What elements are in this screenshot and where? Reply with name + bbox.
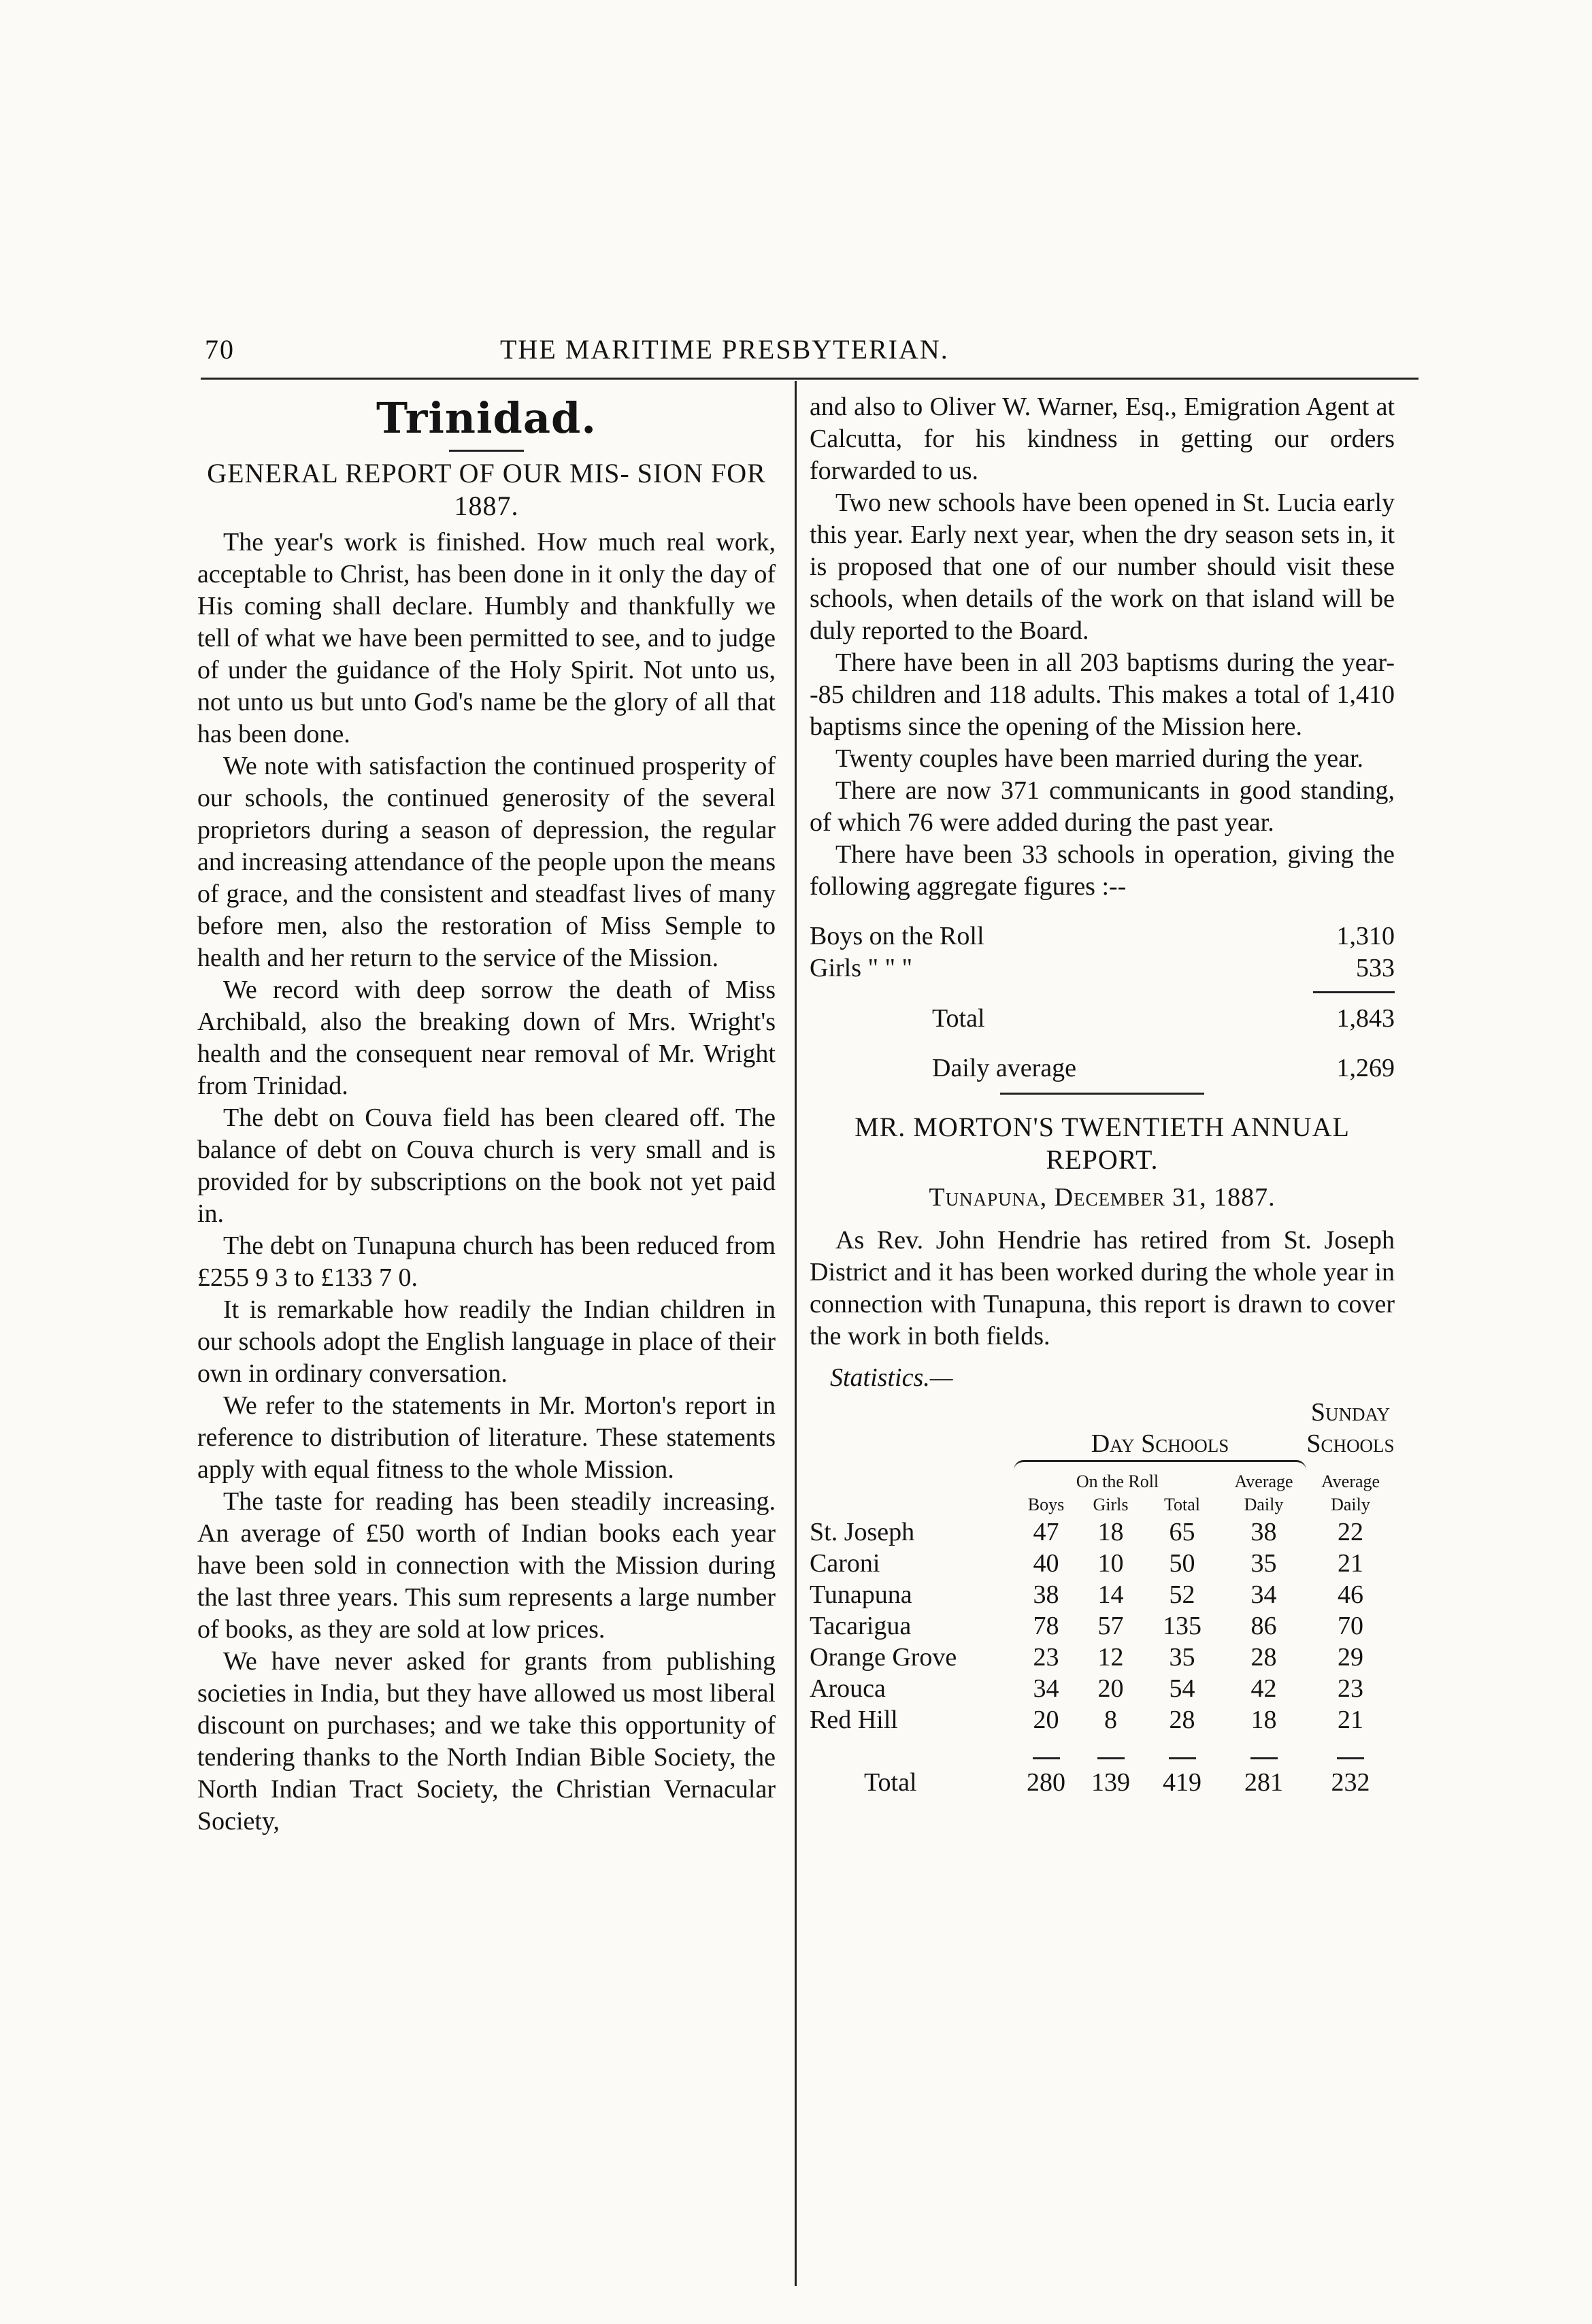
table-row — [810, 1579, 1395, 1610]
cell: 28 — [1169, 1706, 1195, 1734]
average-value: 1,269 — [1336, 1054, 1395, 1082]
cell: 20 — [1033, 1706, 1059, 1734]
cell: 8 — [1104, 1706, 1117, 1734]
paragraph: As Rev. John Hendrie has retired from St. Joseph District and it has been worked during the whole year in connection with Tunapuna, this report is drawn to cover the work in both fields. — [810, 1226, 1395, 1350]
paragraph: The debt on Tunapuna church has been reduced from £255 9 3 to £133 7 0. — [197, 1231, 776, 1292]
right-column — [810, 391, 1395, 1798]
cell: 86 — [1250, 1612, 1277, 1640]
paragraph: There have been 33 schools in operation, giving the following aggregate figures :-- — [810, 840, 1395, 901]
total-value: 1,843 — [1336, 1004, 1395, 1033]
cell: 28 — [1250, 1643, 1277, 1672]
dash — [1097, 1757, 1125, 1759]
cell: 54 — [1169, 1674, 1195, 1703]
cell: 70 — [1338, 1612, 1363, 1640]
paragraph: The taste for reading has been steadily increasing. An average of £50 worth of Indian books each year have been sold in connection with the Mission during the last three years. This sum represents a large number of books, as they are sold at low prices. — [197, 1487, 776, 1644]
table-row — [810, 1673, 1395, 1704]
dash — [1337, 1757, 1364, 1759]
cell: 42 — [1250, 1674, 1277, 1703]
table-header-row — [810, 1493, 1395, 1516]
cell: 20 — [1097, 1674, 1124, 1703]
totals-row — [810, 1767, 1395, 1798]
cell: 46 — [1338, 1580, 1363, 1609]
girls-header: Girls — [1093, 1495, 1129, 1514]
sunday-label: Sunday — [1310, 1398, 1391, 1427]
cell: 35 — [1250, 1549, 1277, 1578]
cell: 419 — [1163, 1768, 1201, 1797]
row-name: St. Joseph — [810, 1518, 915, 1546]
column-rule — [795, 381, 797, 2286]
cell: 10 — [1097, 1549, 1124, 1578]
average2-label: Average — [1321, 1472, 1380, 1491]
boys-label: Boys on the Roll — [810, 922, 984, 950]
day-schools-label: Day Schools — [1091, 1429, 1229, 1458]
statistics-label: Statistics.— — [830, 1363, 953, 1392]
table-row — [810, 1516, 1395, 1548]
cell: 65 — [1169, 1518, 1195, 1546]
dash — [1169, 1757, 1196, 1759]
cell: 34 — [1250, 1580, 1277, 1609]
paragraph: It is remarkable how readily the Indian children in our schools adopt the English language in place of their own in ordinary conversation. — [197, 1295, 776, 1388]
morton-report-title: MR. MORTON'S TWENTIETH ANNUAL REPORT. — [855, 1112, 1350, 1175]
cell: 281 — [1244, 1768, 1283, 1797]
dash — [1033, 1757, 1060, 1759]
sum-rule — [1313, 991, 1395, 993]
title-rule — [449, 450, 524, 452]
cell: 21 — [1338, 1549, 1363, 1578]
publication-title: THE MARITIME PRESBYTERIAN. — [500, 334, 949, 365]
table-header-row — [810, 1428, 1395, 1459]
row-name: Orange Grove — [810, 1643, 957, 1672]
row-name: Tunapuna — [810, 1580, 912, 1609]
paragraph: We have never asked for grants from publishing societies in India, but they have allowed us most liberal discount on purchases; and we take this opportunity of tendering thanks to the North Indian Bible Society, the North Indian Tract Society, the Christian Vernacular Society, — [197, 1647, 776, 1836]
total-row — [810, 1003, 1395, 1035]
left-column — [197, 391, 776, 1838]
paragraph: The debt on Couva field has been cleared off. The balance of debt on Couva church is very small and is provided for by subscriptions on the book not yet paid in. — [197, 1103, 776, 1228]
cell: 139 — [1091, 1768, 1130, 1797]
total-label: Total — [932, 1004, 985, 1033]
cell: 23 — [1033, 1643, 1059, 1672]
row-name: Caroni — [810, 1549, 880, 1578]
page-number: 70 — [205, 334, 235, 365]
brace — [1014, 1460, 1306, 1470]
dash — [1250, 1757, 1278, 1759]
boys-header: Boys — [1027, 1495, 1065, 1514]
average-label: Average — [1234, 1472, 1293, 1491]
running-header — [201, 333, 1419, 381]
totals-label: Total — [864, 1768, 917, 1797]
girls-value: 533 — [1356, 954, 1395, 982]
paragraph: Twenty couples have been married during the year. — [835, 744, 1364, 773]
section-title: Trinidad. — [376, 393, 597, 443]
cell: 52 — [1169, 1580, 1195, 1609]
paragraph: We refer to the statements in Mr. Morton's report in reference to distribution of literature. These statements apply with equal fitness to the whole Mission. — [197, 1391, 776, 1484]
cell: 18 — [1250, 1706, 1277, 1734]
statistics-table — [810, 1397, 1395, 1798]
average-label: Daily average — [932, 1054, 1077, 1082]
paragraph: and also to Oliver W. Warner, Esq., Emigration Agent at Calcutta, for his kindness in getting our orders forwarded to us. — [810, 393, 1395, 485]
boys-roll-row — [810, 920, 1395, 952]
cell: 78 — [1033, 1612, 1059, 1640]
cell: 280 — [1027, 1768, 1065, 1797]
cell: 35 — [1169, 1643, 1195, 1672]
table-header-row — [810, 1470, 1395, 1493]
paragraph: We note with satisfaction the continued prosperity of our schools, the continued generosity of the several proprietors during a season of depression, the regular and increasing attendance of the people upon the means of grace, and the consistent and steadfast lives of many before men, also the restoration of Miss Semple to health and her return to the service of the Mission. — [197, 752, 776, 972]
paragraph: We record with deep sorrow the death of Miss Archibald, also the breaking down of Mrs. Wright's health and the consequent near removal of Mr. Wright from Trinidad. — [197, 976, 776, 1100]
table-row — [810, 1548, 1395, 1579]
cell: 29 — [1338, 1643, 1363, 1672]
cell: 135 — [1163, 1612, 1201, 1640]
brace-row — [810, 1459, 1395, 1470]
cell: 40 — [1033, 1549, 1059, 1578]
table-header-row — [810, 1397, 1395, 1428]
sum-rule-row — [810, 1736, 1395, 1767]
paragraph: The year's work is finished. How much real work, acceptable to Christ, has been done in it only the day of His coming shall declare. Humbly and thankfully we tell of what we have been permitted to see, and to judge of under the guidance of the Holy Spirit. Not unto us, not unto us but unto God's name be the glory of all that has been done. — [197, 528, 776, 748]
cell: 47 — [1033, 1518, 1059, 1546]
daily-header: Daily — [1244, 1495, 1284, 1514]
paragraph: There have been in all 203 baptisms during the year--85 children and 118 adults. This makes a total of 1,410 baptisms since the opening of the Mission here. — [810, 648, 1395, 741]
dateline: Tunapuna, December 31, 1887. — [929, 1183, 1276, 1212]
section-rule — [1000, 1093, 1204, 1095]
cell: 50 — [1169, 1549, 1195, 1578]
cell: 22 — [1338, 1518, 1363, 1546]
report-title: GENERAL REPORT OF OUR MIS- SION FOR 1887. — [207, 458, 766, 521]
sunday-schools-label: Schools — [1306, 1429, 1395, 1458]
table-row — [810, 1610, 1395, 1642]
cell: 14 — [1097, 1580, 1124, 1609]
cell: 21 — [1338, 1706, 1363, 1734]
row-name: Tacarigua — [810, 1612, 912, 1640]
cell: 18 — [1097, 1518, 1124, 1546]
paragraph: Two new schools have been opened in St. Lucia early this year. Early next year, when the dry season sets in, it is proposed that one of our number should visit these schools, when details of the work on that island will be duly reported to the Board. — [810, 488, 1395, 645]
boys-value: 1,310 — [1336, 922, 1395, 950]
cell: 57 — [1097, 1612, 1124, 1640]
cell: 38 — [1250, 1518, 1277, 1546]
daily2-header: Daily — [1331, 1495, 1370, 1514]
row-name: Arouca — [810, 1674, 886, 1703]
table-row — [810, 1704, 1395, 1736]
cell: 38 — [1033, 1580, 1059, 1609]
row-name: Red Hill — [810, 1706, 898, 1734]
on-roll-label: On the Roll — [1076, 1472, 1159, 1491]
cell: 12 — [1097, 1643, 1124, 1672]
cell: 232 — [1331, 1768, 1370, 1797]
header-rule — [201, 378, 1419, 380]
paragraph: There are now 371 communicants in good standing, of which 76 were added during the past year. — [810, 776, 1395, 837]
girls-label: Girls " " " — [810, 954, 913, 982]
average-row — [810, 1052, 1395, 1084]
cell: 34 — [1033, 1674, 1059, 1703]
girls-roll-row — [810, 952, 1395, 984]
cell: 23 — [1338, 1674, 1363, 1703]
total-header: Total — [1163, 1495, 1201, 1514]
table-row — [810, 1642, 1395, 1673]
